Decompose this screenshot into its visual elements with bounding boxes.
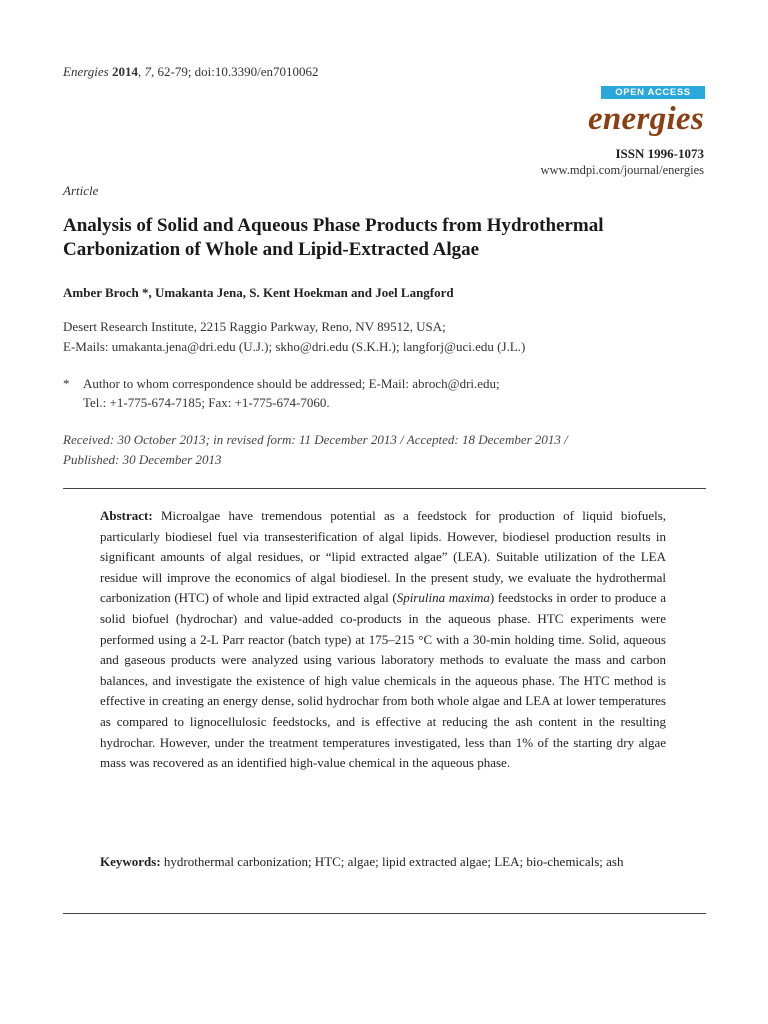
dates-line-2: Published: 30 December 2013 [63, 452, 222, 467]
keywords-text: hydrothermal carbonization; HTC; algae; lipid extracted algae; LEA; bio-chemicals; ash [163, 854, 624, 869]
abstract-text-part-2: ) feedstocks in order to produce a solid biofuel (hydrochar) and value-added co-products in the aqueous phase. HTC experiments were performed using a 2-L Parr reactor (batch type) at 175–215 °C with a 30-min holding time. Solid, aqueous and gaseous products were analyzed using various laboratory methods to evaluate the mass and carbon balances, and investigate the existence of high value chemicals in the aqueous phase. The HTC method is effective in creating an energy dense, solid hydrochar from both whole algae and LEA at lower temperatures as compared to lignocellulosic feedstocks, and is effective at reducing the ash content in the resulting hydrochar. However, under the treatment temperatures investigated, less than 1% of the starting dry algae mass was recovered as an identified high-value chemical in the aqueous phase. [100, 590, 666, 771]
abstract-section [100, 506, 666, 774]
publication-dates [63, 430, 711, 470]
volume-number: 7 [144, 64, 151, 79]
affiliation: Desert Research Institute, 2215 Raggio Parkway, Reno, NV 89512, USA; [63, 319, 446, 334]
journal-url[interactable]: www.mdpi.com/journal/energies [540, 163, 704, 177]
journal-logo: energies [587, 101, 704, 137]
citation-line: Energies 2014, 7, 62-79; doi:10.3390/en7010062 [63, 64, 319, 79]
article-type: Article [63, 183, 99, 198]
keywords-label: Keywords: [100, 854, 161, 869]
keywords-section [100, 851, 666, 872]
correspondence-line-2: Tel.: +1-775-674-7185; Fax: +1-775-674-7060. [83, 395, 330, 410]
author-emails: E-Mails: umakanta.jena@dri.edu (U.J.); skho@dri.edu (S.K.H.); langforj@uci.edu (J.L.) [63, 339, 526, 354]
open-access-badge: OPEN ACCESS [601, 86, 705, 99]
pages-doi: , 62-79; doi:10.3390/en7010062 [150, 64, 319, 79]
article-title: Analysis of Solid and Aqueous Phase Products from Hydrothermal Carbonization of Whole and Lipid-Extracted Algae [63, 215, 604, 260]
correspondence-line-1: Author to whom correspondence should be addressed; E-Mail: abroch@dri.edu; [83, 376, 500, 391]
publication-year: 2014 [111, 64, 138, 79]
abstract-text-part-1: Microalgae have tremendous potential as a feedstock for production of liquid biofuels, particularly biodiesel fuel via transesterification of algal lipids. However, biodiesel production results in significant amounts of algal residues, or “lipid extracted algae” (LEA). Suitable utilization of the LEA residue will improve the economics of algal biodiesel. In the present study, we evaluate the hydrothermal carbonization (HTC) of whole and lipid extracted algal ( [100, 508, 667, 606]
bottom-divider [63, 913, 706, 914]
dates-line-1: Received: 30 October 2013; in revised form: 11 December 2013 / Accepted: 18 December 2013 / [63, 432, 568, 447]
correspondence-block [63, 374, 723, 412]
journal-name: Energies [63, 64, 109, 79]
author-list: Amber Broch *, Umakanta Jena, S. Kent Hoekman and Joel Langford [63, 285, 454, 300]
abstract-label: Abstract: [100, 508, 153, 523]
species-name: Spirulina maxima [396, 590, 490, 606]
affiliation-block [63, 317, 723, 357]
correspondence-marker: * [63, 376, 70, 391]
top-divider [63, 488, 706, 489]
issn: ISSN 1996-1073 [615, 146, 704, 161]
